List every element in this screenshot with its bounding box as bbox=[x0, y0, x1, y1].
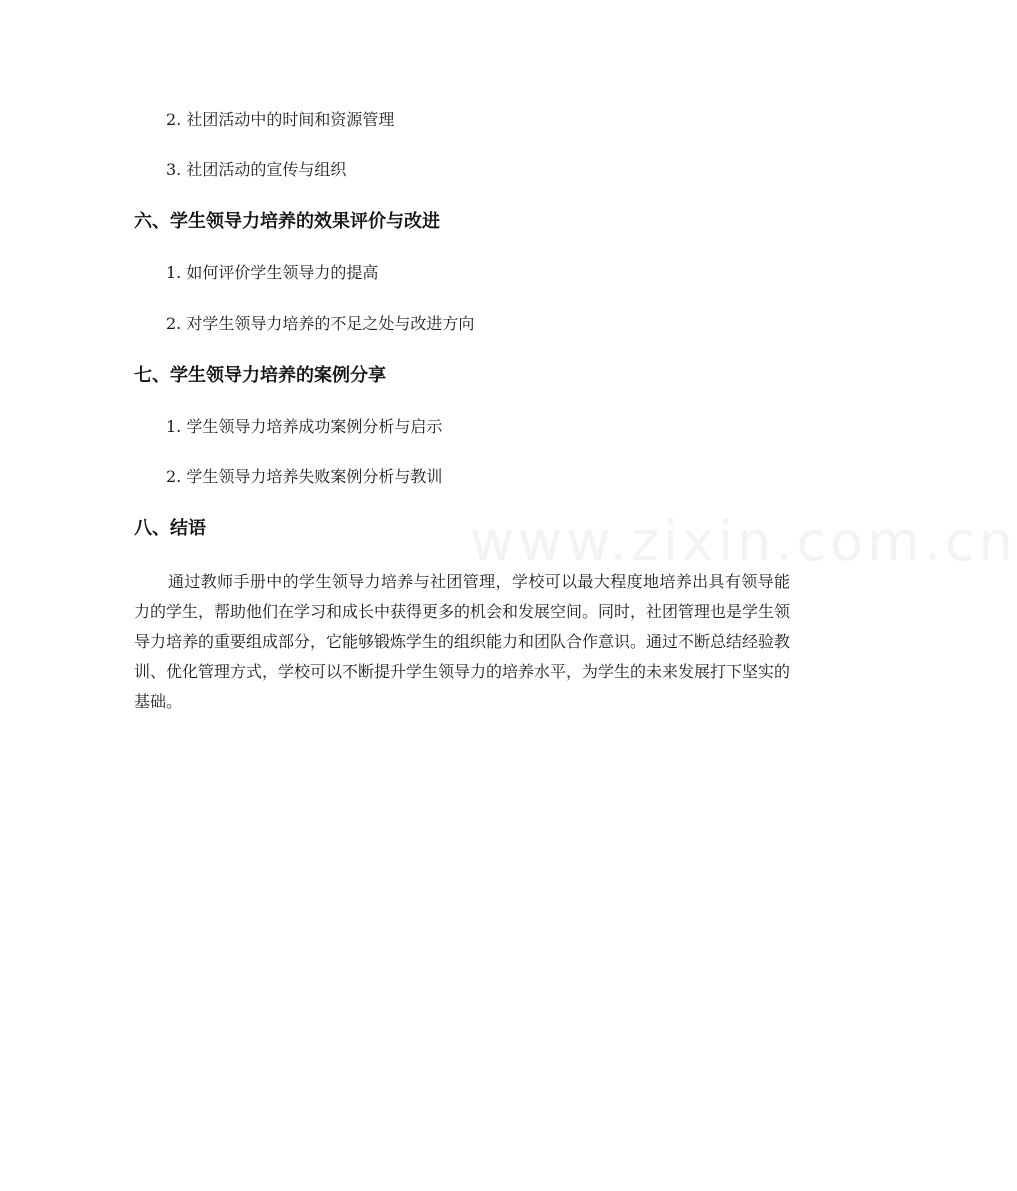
section-heading-6: 六、学生领导力培养的效果评价与改进 bbox=[134, 211, 440, 232]
list-item-7-2: 2. 学生领导力培养失败案例分析与教训 bbox=[166, 467, 443, 486]
watermark-text: www.zixin.com.cn bbox=[470, 510, 1017, 573]
list-item-6-1: 1. 如何评价学生领导力的提高 bbox=[166, 263, 379, 282]
list-item-5-2: 2. 社团活动中的时间和资源管理 bbox=[166, 110, 395, 129]
conclusion-paragraph: 通过教师手册中的学生领导力培养与社团管理，学校可以最大程度地培养出具有领导能力的学生，帮助他们在学习和成长中获得更多的机会和发展空间。同时，社团管理也是学生领导力培养的重要组成部分，它能够锻炼学生的组织能力和团队合作意识。通过不断总结经验教训、优化管理方式，学校可以不断提升学生领导力的培养水平，为学生的未来发展打下坚实的基础。 bbox=[134, 572, 791, 711]
list-item-6-2: 2. 对学生领导力培养的不足之处与改进方向 bbox=[166, 314, 475, 333]
list-item-5-3: 3. 社团活动的宣传与组织 bbox=[166, 160, 347, 179]
section-heading-7: 七、学生领导力培养的案例分享 bbox=[134, 365, 386, 386]
section-heading-8: 八、结语 bbox=[134, 518, 206, 539]
list-item-7-1: 1. 学生领导力培养成功案例分析与启示 bbox=[166, 417, 443, 436]
